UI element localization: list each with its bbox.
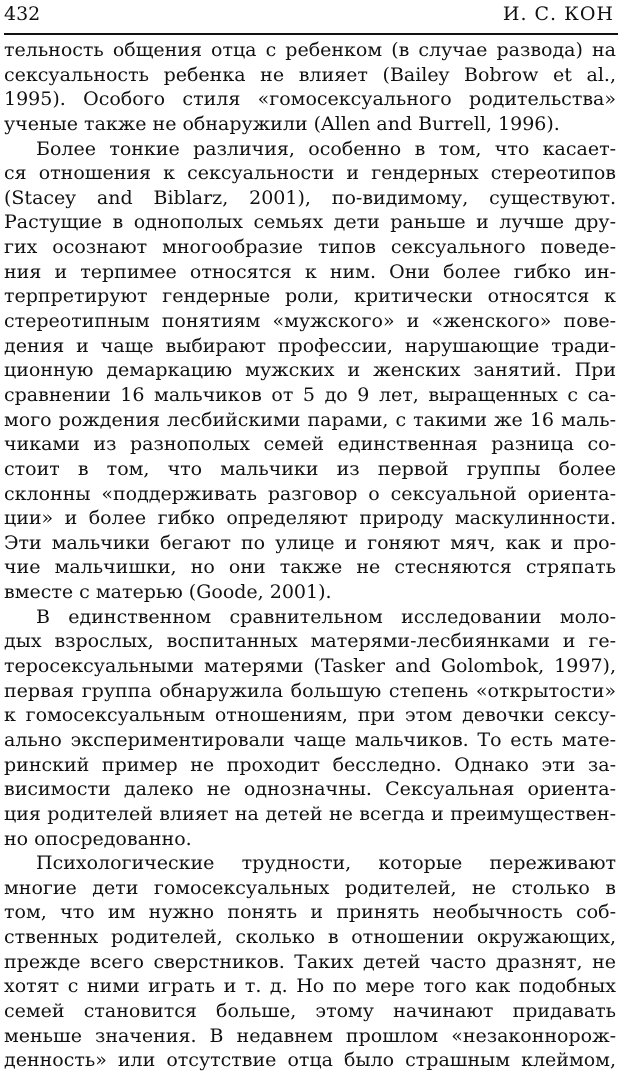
- text-line: ния и терпимее относятся к ним. Они более гибко ин-: [4, 260, 616, 283]
- text-line: дения и чаще выбирают профессии, нарушающие тради-: [4, 334, 616, 357]
- text-line: теросексуальными матерями (Tasker and Golombok, 1997),: [4, 655, 616, 678]
- text-line: ся отношения к сексуальности и гендерных стереотипов: [4, 162, 616, 185]
- text-line: ционную демаркацию мужских и женских занятий. При: [4, 359, 616, 382]
- paragraph-first-line: В единственном сравнительном исследовании моло-: [36, 605, 616, 628]
- text-line: том, что им нужно понять и принять необычность соб-: [4, 901, 616, 924]
- page-number: 432: [4, 3, 41, 25]
- page-header: [0, 0, 620, 34]
- text-line: гих осознают многообразие типов сексуального поведе-: [4, 236, 616, 259]
- text-line: ции» и более гибко определяют природу маскулинности.: [4, 507, 616, 530]
- text-line: многие дети гомосексуальных родителей, не столько в: [4, 876, 616, 899]
- text-line: тельность общения отца с ребенком (в случае развода) на: [4, 39, 616, 61]
- header-rule: [4, 33, 618, 35]
- text-line: ственных родителей, сколько в отношении окружающих,: [4, 926, 616, 949]
- running-head: И. С. КОН: [502, 3, 614, 25]
- text-line: денность» или отсутствие отца было страшным клеймом,: [4, 1049, 616, 1072]
- text-line: чие мальчишки, но они также не стесняются стряпать: [4, 556, 616, 579]
- text-line: ция родителей влияет на детей не всегда и преимуществен-: [4, 802, 616, 825]
- text-line: ринский пример не проходит бесследно. Однако эти за-: [4, 753, 616, 776]
- text-line: висимости далеко не однозначны. Сексуальная ориента-: [4, 778, 616, 801]
- text-line: но опосредованно.: [4, 827, 192, 850]
- text-line: ученые также не обнаружили (Allen and Burrell, 1996).: [4, 112, 560, 135]
- text-line: 1995). Особого стиля «гомосексуального родительства»: [4, 88, 616, 111]
- text-line: дых взрослых, воспитанных матерями-лесбиянками и ге-: [4, 630, 616, 653]
- text-line: Эти мальчики бегают по улице и гоняют мяч, как и про-: [4, 531, 616, 554]
- text-line: семей становится больше, этому начинают придавать: [4, 999, 616, 1022]
- text-line: меньше значения. В недавнем прошлом «незаконнорож-: [4, 1024, 616, 1047]
- text-line: хотят с ними играть и т. д. Но по мере того как подобных: [4, 975, 616, 998]
- text-line: терпретируют гендерные роли, критически относятся к: [4, 285, 616, 308]
- text-line: прежде всего сверстников. Таких детей часто дразнят, не: [4, 950, 616, 973]
- text-line: стоит в том, что мальчики из первой группы более: [4, 457, 616, 480]
- paragraph-first-line: Более тонкие различия, особенно в том, что касает-: [36, 137, 616, 160]
- text-line: сравнении 16 мальчиков от 5 до 9 лет, выращенных с са-: [4, 383, 616, 406]
- text-line: вместе с матерью (Goode, 2001).: [4, 581, 332, 604]
- text-line: Растущие в однополых семьях дети раньше и лучше дру-: [4, 211, 616, 234]
- text-line: мого рождения лесбийскими парами, с такими же 16 маль-: [4, 408, 616, 431]
- text-line: ально экспериментировали чаще мальчиков. То есть мате-: [4, 728, 616, 751]
- body-text: [4, 38, 616, 1073]
- text-line: чиками из разнополых семей единственная разница со-: [4, 433, 616, 456]
- paragraph-first-line: Психологические трудности, которые переживают: [36, 852, 616, 875]
- text-line: первая группа обнаружила большую степень «открытости»: [4, 679, 616, 702]
- text-line: сексуальность ребенка не влияет (Bailey Bobrow et al.,: [4, 63, 616, 86]
- text-line: (Stacey and Biblarz, 2001), по-видимому, существуют.: [4, 186, 616, 209]
- text-line: стереотипным понятиям «мужского» и «женского» пове-: [4, 310, 616, 333]
- text-line: склонны «поддерживать разговор о сексуальной ориента-: [4, 482, 616, 505]
- text-line: к гомосексуальным отношениям, при этом девочки сексу-: [4, 704, 616, 727]
